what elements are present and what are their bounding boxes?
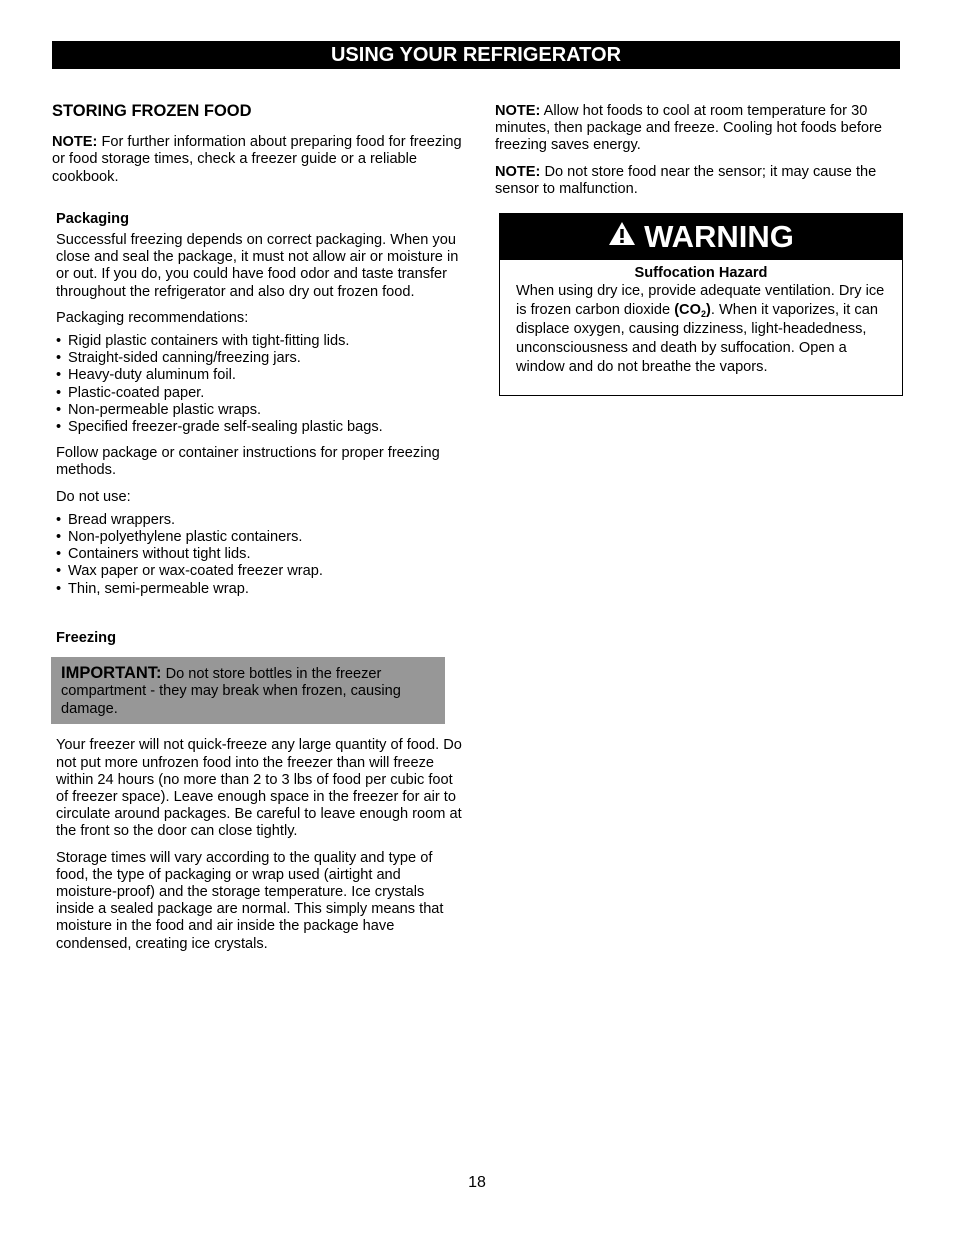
bullet: • <box>56 546 62 563</box>
warning-body <box>500 260 902 395</box>
page-number: 18 <box>468 1174 486 1191</box>
note-freezer-guide <box>52 134 462 186</box>
page-title: USING YOUR REFRIGERATOR <box>330 44 622 66</box>
freezing-heading: Freezing <box>56 629 117 646</box>
bullet: • <box>56 529 62 546</box>
warning-triangle-icon <box>608 213 636 259</box>
recommendations-list <box>52 333 462 436</box>
freezing-section <box>52 630 462 647</box>
note-text: For further information about preparing food for freezing or food storage times, check a freezer guide or a reliable cookbook. <box>52 134 462 185</box>
list-item: • Containers without tight lids. <box>56 546 251 563</box>
list-item: • Plastic-coated paper. <box>56 384 205 401</box>
follow-instructions: Follow package or container instructions for proper freezing methods. <box>56 445 440 479</box>
note-label: NOTE: <box>495 163 541 180</box>
co2-formula: $(CO_2)$ <box>674 301 711 319</box>
list-item: • Non-polyethylene plastic containers. <box>56 529 303 546</box>
warning-title: WARNING <box>644 219 794 255</box>
freezing-paragraph-1: Your freezer will not quick-freeze any large quantity of food. Do not put more unfrozen food into the freezer than will freeze within 24 hours (no more than 2 to 3 lbs of food per cubic foot of freezer space). Leave enough space in the freezer for air to circulate around packages. Be careful to leave enough room at the front so the door can close tightly. <box>56 737 462 840</box>
freezing-body <box>52 737 462 952</box>
bullet: • <box>56 511 62 528</box>
note-sensor: NOTE: Do not store food near the sensor; it may cause the sensor to malfunction. <box>495 163 877 197</box>
packaging-followup <box>52 445 462 506</box>
recommendations-label: Packaging recommendations: <box>56 309 249 326</box>
important-label: IMPORTANT: <box>61 664 162 683</box>
page-header-bar <box>52 41 900 69</box>
do-not-use-label: Do not use: <box>56 488 131 505</box>
note-cool-hot-foods: NOTE: Allow hot foods to cool at room temperature for 30 minutes, then package and freeze. Cooling hot foods before freezing saves energy. <box>495 103 882 154</box>
note-label: NOTE: <box>52 134 98 151</box>
bullet: • <box>56 419 62 436</box>
packaging-intro: Successful freezing depends on correct packaging. When you close and seal the package, it must not allow air or moisture in or out. If you do, you could have food odor and taste transfer throughout the refrigerator and also dry out frozen food. <box>56 232 459 300</box>
bullet: • <box>56 384 62 401</box>
important-callout <box>51 657 445 724</box>
list-item: • Rigid plastic containers with tight-fitting lids. <box>56 333 350 350</box>
warning-text: When using dry ice, provide adequate ventilation. Dry ice is frozen carbon dioxide $(CO_2)$. When it vaporizes, it can displace oxygen, causing dizziness, light-headedness, unconsciousness and death by suffocation. Open a window and do not breathe the vapors. <box>516 283 885 375</box>
bullet: • <box>56 563 62 580</box>
hazard-title: Suffocation Hazard <box>634 265 768 282</box>
list-item: • Specified freezer-grade self-sealing plastic bags. <box>56 419 383 436</box>
packaging-section <box>52 211 462 327</box>
note-label: NOTE: <box>495 103 541 119</box>
left-column <box>52 103 462 953</box>
important-text: IMPORTANT: Do not store bottles in the freezer compartment - they may break when frozen, causing damage. <box>61 664 401 717</box>
do-not-use-list <box>52 512 462 598</box>
list-item: • Non-permeable plastic wraps. <box>56 401 262 418</box>
bullet: • <box>56 367 62 384</box>
bullet: • <box>56 401 62 418</box>
section-title: STORING FROZEN FOOD <box>52 102 252 120</box>
freezing-paragraph-2: Storage times will vary according to the quality and type of food, the type of packaging or wrap used (airtight and moisture-proof) and the storage temperature. Ice crystals inside a sealed package are normal. This simply means that moisture in the food and air inside the package have condensed, creating ice crystals. <box>56 849 444 952</box>
list-item: • Heavy-duty aluminum foil. <box>56 367 236 384</box>
list-item: • Bread wrappers. <box>56 511 176 528</box>
list-item: • Straight-sided canning/freezing jars. <box>56 350 301 367</box>
warning-header <box>500 214 902 260</box>
bullet: • <box>56 333 62 350</box>
warning-box <box>499 213 903 396</box>
packaging-heading: Packaging <box>56 210 129 227</box>
list-item: • Wax paper or wax-coated freezer wrap. <box>56 563 323 580</box>
bullet: • <box>56 580 62 597</box>
bullet: • <box>56 350 62 367</box>
list-item: • Thin, semi-permeable wrap. <box>56 580 249 597</box>
right-column <box>495 103 905 396</box>
